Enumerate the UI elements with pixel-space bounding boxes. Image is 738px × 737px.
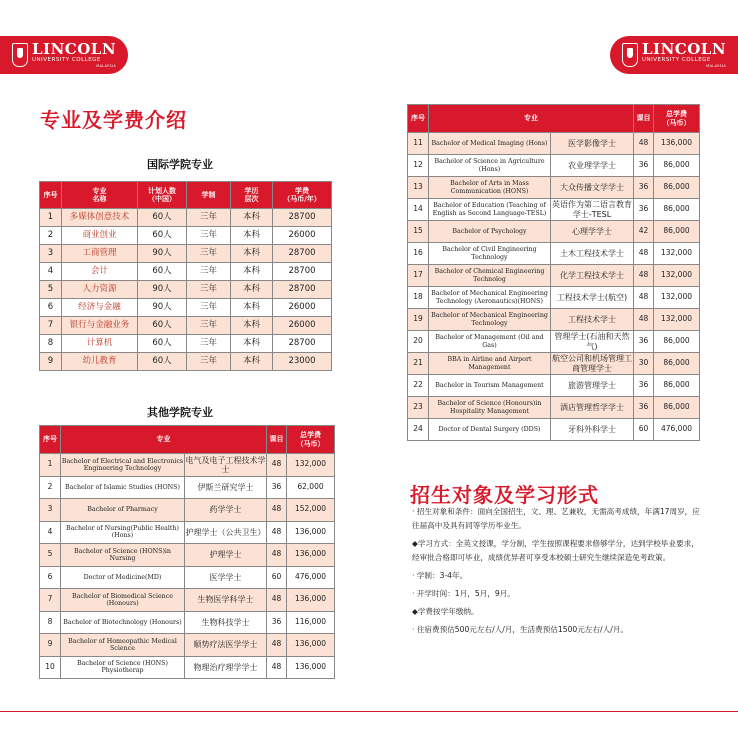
degree-level: 本科	[231, 245, 273, 263]
degree-level: 本科	[231, 353, 273, 371]
table-row	[40, 611, 335, 634]
plan-quota: 90人	[138, 299, 187, 317]
total-fee: 132,000	[287, 454, 335, 477]
plan-quota: 60人	[138, 209, 187, 227]
program-name-zh: 旅游管理学士	[551, 375, 634, 397]
degree-level: 本科	[231, 281, 273, 299]
program-name-en: Doctor of Medicine(MD)	[61, 566, 185, 589]
table-header-row	[408, 105, 700, 133]
course-count: 48	[267, 544, 287, 567]
column-header: 总学费 （马币）	[654, 105, 700, 133]
duration: 三年	[187, 263, 231, 281]
total-fee: 86,000	[654, 331, 700, 353]
degree-level: 本科	[231, 263, 273, 281]
duration: 三年	[187, 353, 231, 371]
total-fee: 136,000	[287, 634, 335, 657]
column-header: 序号	[40, 426, 61, 454]
continued-table-body	[408, 133, 700, 441]
program-name-zh: 管理学士(石油和天然气)	[551, 331, 634, 353]
course-count: 60	[267, 566, 287, 589]
column-header: 序号	[40, 182, 62, 209]
course-count: 36	[267, 611, 287, 634]
tuition-fee: 28700	[273, 245, 332, 263]
bottom-divider	[0, 711, 738, 712]
row-index: 6	[40, 566, 61, 589]
other-program-table	[39, 425, 335, 679]
program-name: 商业创业	[62, 227, 138, 245]
table-row	[40, 476, 335, 499]
duration: 三年	[187, 227, 231, 245]
program-name-en: Bachelor of Homeopathic Medical Science	[61, 634, 185, 657]
table-row	[40, 245, 332, 263]
row-index: 20	[408, 331, 429, 353]
row-index: 15	[408, 221, 429, 243]
table-row	[40, 566, 335, 589]
course-count: 48	[267, 589, 287, 612]
program-name-en: Bachelor of Mechanical Engineering Technology	[429, 309, 551, 331]
program-name-en: Bachelor of Civil Engineering Technology	[429, 243, 551, 265]
table-row	[40, 634, 335, 657]
course-count: 48	[267, 634, 287, 657]
table-row	[40, 656, 335, 679]
table-row	[408, 419, 700, 441]
program-name-en: Bachelor of Science in Agriculture (Hons)	[429, 155, 551, 177]
table-header-row	[40, 426, 335, 454]
logo-sub2: MALAYSIA	[96, 63, 117, 68]
row-index: 1	[40, 454, 61, 477]
tuition-fee: 28700	[273, 281, 332, 299]
row-index: 13	[408, 177, 429, 199]
course-count: 36	[634, 375, 654, 397]
row-index: 3	[40, 499, 61, 522]
total-fee: 132,000	[654, 265, 700, 287]
intl-table-body	[40, 209, 332, 371]
program-name-zh: 医学学士	[185, 566, 267, 589]
total-fee: 86,000	[654, 353, 700, 375]
row-index: 12	[408, 155, 429, 177]
program-table-continued	[407, 104, 700, 441]
program-name-zh: 土木工程技术学士	[551, 243, 634, 265]
program-name-zh: 医学影像学士	[551, 133, 634, 155]
program-name-zh: 牙科外科学士	[551, 419, 634, 441]
total-fee: 86,000	[654, 199, 700, 221]
column-header: 学制	[187, 182, 231, 209]
program-name-zh: 化学工程技术学士	[551, 265, 634, 287]
course-count: 48	[267, 656, 287, 679]
column-header: 学历 层次	[231, 182, 273, 209]
table-row	[408, 221, 700, 243]
total-fee: 476,000	[654, 419, 700, 441]
row-index: 14	[408, 199, 429, 221]
program-name-en: Bachelor of Islamic Studies (HONS)	[61, 476, 185, 499]
program-name: 多媒体创意技术	[62, 209, 138, 227]
tuition-fee: 28700	[273, 209, 332, 227]
program-name-zh: 顺势疗法医学学士	[185, 634, 267, 657]
total-fee: 136,000	[654, 133, 700, 155]
row-index: 8	[40, 611, 61, 634]
other-table-body	[40, 454, 335, 679]
table-header-row	[40, 182, 332, 209]
program-name-en: Bachelor of Psychology	[429, 221, 551, 243]
table-row	[408, 331, 700, 353]
table-row	[408, 353, 700, 375]
program-name-en: BBA in Airline and Airport Management	[429, 353, 551, 375]
duration: 三年	[187, 209, 231, 227]
duration: 三年	[187, 317, 231, 335]
logo-brand: LINCOLN	[32, 40, 117, 58]
course-count: 36	[634, 331, 654, 353]
course-count: 48	[634, 243, 654, 265]
logo-sub: UNIVERSITY COLLEGE	[642, 57, 711, 63]
row-index: 1	[40, 209, 62, 227]
row-index: 21	[408, 353, 429, 375]
course-count: 36	[634, 199, 654, 221]
plan-quota: 60人	[138, 353, 187, 371]
intl-program-table	[39, 181, 332, 371]
info-line: · 住宿费预估500元左右/人/月，生活费预估1500元左右/人/月。	[412, 625, 628, 635]
total-fee: 152,000	[287, 499, 335, 522]
row-index: 5	[40, 544, 61, 567]
program-name-zh: 酒店管理哲学学士	[551, 397, 634, 419]
table-row	[408, 375, 700, 397]
column-header: 序号	[408, 105, 429, 133]
program-name-zh: 护理学士	[185, 544, 267, 567]
row-index: 5	[40, 281, 62, 299]
row-index: 7	[40, 589, 61, 612]
program-name: 银行与金融业务	[62, 317, 138, 335]
row-index: 11	[408, 133, 429, 155]
program-name: 计算机	[62, 335, 138, 353]
table-row	[408, 199, 700, 221]
info-line: · 开学时间：1月，5月，9月。	[412, 589, 515, 599]
intl-section-title: 国际学院专业	[147, 158, 213, 171]
total-fee: 132,000	[654, 309, 700, 331]
table-row	[408, 133, 700, 155]
table-row	[40, 454, 335, 477]
program-name-zh: 伊斯兰研究学士	[185, 476, 267, 499]
row-index: 4	[40, 521, 61, 544]
course-count: 48	[634, 265, 654, 287]
logo-brand: LINCOLN	[642, 40, 727, 58]
program-name-zh: 护理学士（公共卫生）	[185, 521, 267, 544]
column-header: 课目	[634, 105, 654, 133]
row-index: 9	[40, 634, 61, 657]
row-index: 6	[40, 299, 62, 317]
column-header: 总学费 （马币）	[287, 426, 335, 454]
course-count: 36	[634, 397, 654, 419]
total-fee: 136,000	[287, 521, 335, 544]
program-name-en: Bachelor of Education (Teaching of English as Second Language-TESL)	[429, 199, 551, 221]
course-count: 48	[634, 287, 654, 309]
duration: 三年	[187, 299, 231, 317]
program-name-en: Bachelor in Tourism Management	[429, 375, 551, 397]
course-count: 48	[634, 133, 654, 155]
lincoln-logo-left	[0, 36, 128, 74]
column-header: 课目	[267, 426, 287, 454]
total-fee: 136,000	[287, 589, 335, 612]
table-row	[408, 177, 700, 199]
program-name-en: Bachelor of Science (HONS) Physiotherap	[61, 656, 185, 679]
total-fee: 116,000	[287, 611, 335, 634]
info-line: · 学制：3-4年。	[412, 571, 468, 581]
logo-sub: UNIVERSITY COLLEGE	[32, 57, 101, 63]
course-count: 30	[634, 353, 654, 375]
table-row	[408, 243, 700, 265]
duration: 三年	[187, 245, 231, 263]
degree-level: 本科	[231, 335, 273, 353]
plan-quota: 60人	[138, 263, 187, 281]
course-count: 48	[267, 454, 287, 477]
program-name: 经济与金融	[62, 299, 138, 317]
table-row	[40, 227, 332, 245]
degree-level: 本科	[231, 317, 273, 335]
program-name-en: Doctor of Dental Surgery (DDS)	[429, 419, 551, 441]
row-index: 23	[408, 397, 429, 419]
row-index: 4	[40, 263, 62, 281]
tuition-fee: 26000	[273, 227, 332, 245]
row-index: 3	[40, 245, 62, 263]
duration: 三年	[187, 335, 231, 353]
tuition-fee: 28700	[273, 263, 332, 281]
program-name-zh: 航空公司和机场管理工商管理学士	[552, 354, 632, 373]
program-name-en: Bachelor of Nursing(Public Health)(Hons)	[61, 521, 185, 544]
row-index: 7	[40, 317, 62, 335]
program-name-zh: 英语作为第二语言教育学士-TESL	[552, 200, 632, 219]
table-row	[40, 317, 332, 335]
column-header: 专业	[61, 426, 267, 454]
program-name-en: Bachelor of Biotechnology (Honours)	[61, 611, 185, 634]
page-title: 专业及学费介绍	[40, 108, 187, 132]
logo-sub2: MALAYSIA	[706, 63, 727, 68]
program-name-en: Bachelor of Mechanical Engineering Technology (Aeronautics)(HONS)	[429, 287, 551, 309]
total-fee: 476,000	[287, 566, 335, 589]
table-row	[408, 155, 700, 177]
table-row	[40, 589, 335, 612]
info-line: · 招生对象和条件：面向全国招生，文、理、艺兼收，无需高考成绩，年满17周岁，应往届高中及具有同等学历毕业生。	[412, 507, 700, 531]
course-count: 36	[634, 155, 654, 177]
total-fee: 132,000	[654, 287, 700, 309]
program-name-en: Bachelor of Pharmacy	[61, 499, 185, 522]
row-index: 9	[40, 353, 62, 371]
lincoln-logo-right	[610, 36, 738, 74]
tuition-fee: 28700	[273, 335, 332, 353]
info-line: ◆学费按学年缴纳。	[412, 607, 479, 617]
course-count: 36	[267, 476, 287, 499]
row-index: 2	[40, 227, 62, 245]
program-name-zh: 农业理学学士	[551, 155, 634, 177]
total-fee: 86,000	[654, 375, 700, 397]
plan-quota: 90人	[138, 281, 187, 299]
row-index: 2	[40, 476, 61, 499]
row-index: 22	[408, 375, 429, 397]
table-row	[408, 265, 700, 287]
table-row	[408, 309, 700, 331]
program-name-en: Bachelor of Science (HONS)in Nursing	[61, 544, 185, 567]
program-name-zh: 生物医学科学士	[185, 589, 267, 612]
total-fee: 86,000	[654, 221, 700, 243]
program-name: 会计	[62, 263, 138, 281]
crest-icon	[12, 43, 28, 67]
program-name-zh: 工程技术学士	[551, 309, 634, 331]
table-row	[40, 263, 332, 281]
duration: 三年	[187, 281, 231, 299]
admission-info	[412, 505, 702, 637]
course-count: 48	[267, 521, 287, 544]
info-line: ◆学习方式：全英文授课，学分制，学生按照课程要求修够学分，达到学校毕业要求，经审批合格即可毕业，成绩优异者可享受本校硕士研究生继续深造免考政策。	[412, 539, 699, 563]
crest-icon	[622, 43, 638, 67]
course-count: 48	[634, 309, 654, 331]
course-count: 60	[634, 419, 654, 441]
row-index: 24	[408, 419, 429, 441]
plan-quota: 60人	[138, 317, 187, 335]
course-count: 36	[634, 177, 654, 199]
table-row	[408, 287, 700, 309]
table-row	[40, 209, 332, 227]
program-name-zh: 生物科技学士	[185, 611, 267, 634]
plan-quota: 90人	[138, 245, 187, 263]
program-name: 人力资源	[62, 281, 138, 299]
row-index: 10	[40, 656, 61, 679]
program-name-zh: 大众传播文学学士	[551, 177, 634, 199]
tuition-fee: 26000	[273, 299, 332, 317]
degree-level: 本科	[231, 299, 273, 317]
table-row	[40, 281, 332, 299]
program-name-zh: 电气及电子工程技术学士	[185, 454, 267, 477]
row-index: 18	[408, 287, 429, 309]
column-header: 计划人数 （中国）	[138, 182, 187, 209]
plan-quota: 60人	[138, 335, 187, 353]
row-index: 8	[40, 335, 62, 353]
total-fee: 86,000	[654, 155, 700, 177]
table-row	[40, 299, 332, 317]
admission-title: 招生对象及学习形式	[410, 483, 599, 507]
column-header: 专业 名称	[62, 182, 138, 209]
program-name-en: Bachelor of Science (Honours)in Hospitality Management	[429, 397, 551, 419]
table-row	[40, 544, 335, 567]
table-row	[40, 335, 332, 353]
total-fee: 136,000	[287, 544, 335, 567]
total-fee: 132,000	[654, 243, 700, 265]
table-row	[408, 397, 700, 419]
program-name-en: Bachelor of Chemical Engineering Technolog	[429, 265, 551, 287]
degree-level: 本科	[231, 227, 273, 245]
row-index: 19	[408, 309, 429, 331]
program-name-en: Bachelor of Medical Imaging (Hons)	[429, 133, 551, 155]
tuition-fee: 26000	[273, 317, 332, 335]
course-count: 48	[267, 499, 287, 522]
row-index: 16	[408, 243, 429, 265]
course-count: 42	[634, 221, 654, 243]
program-name-en: Bachelor of Management (Oil and Gas)	[429, 331, 551, 353]
table-row	[40, 499, 335, 522]
program-name-en: Bachelor of Arts in Mass Communication (HONS)	[429, 177, 551, 199]
program-name: 工商管理	[62, 245, 138, 263]
total-fee: 86,000	[654, 177, 700, 199]
total-fee: 136,000	[287, 656, 335, 679]
tuition-fee: 23000	[273, 353, 332, 371]
program-name-en: Bachelor of Electrical and Electronics Engineering Technology	[61, 454, 185, 477]
degree-level: 本科	[231, 209, 273, 227]
program-name-zh: 物理治疗理学学士	[185, 656, 267, 679]
table-row	[40, 353, 332, 371]
program-name: 幼儿教育	[62, 353, 138, 371]
total-fee: 62,000	[287, 476, 335, 499]
program-name-zh: 心理学学士	[551, 221, 634, 243]
table-row	[40, 521, 335, 544]
total-fee: 86,000	[654, 397, 700, 419]
program-name-en: Bachelor of Biomedical Science (Honours)	[61, 589, 185, 612]
row-index: 17	[408, 265, 429, 287]
other-section-title: 其他学院专业	[147, 406, 213, 419]
program-name-zh: 工程技术学士(航空)	[551, 287, 634, 309]
column-header: 专业	[429, 105, 634, 133]
column-header: 学费 （马币/年）	[273, 182, 332, 209]
plan-quota: 60人	[138, 227, 187, 245]
program-name-zh: 药学学士	[185, 499, 267, 522]
